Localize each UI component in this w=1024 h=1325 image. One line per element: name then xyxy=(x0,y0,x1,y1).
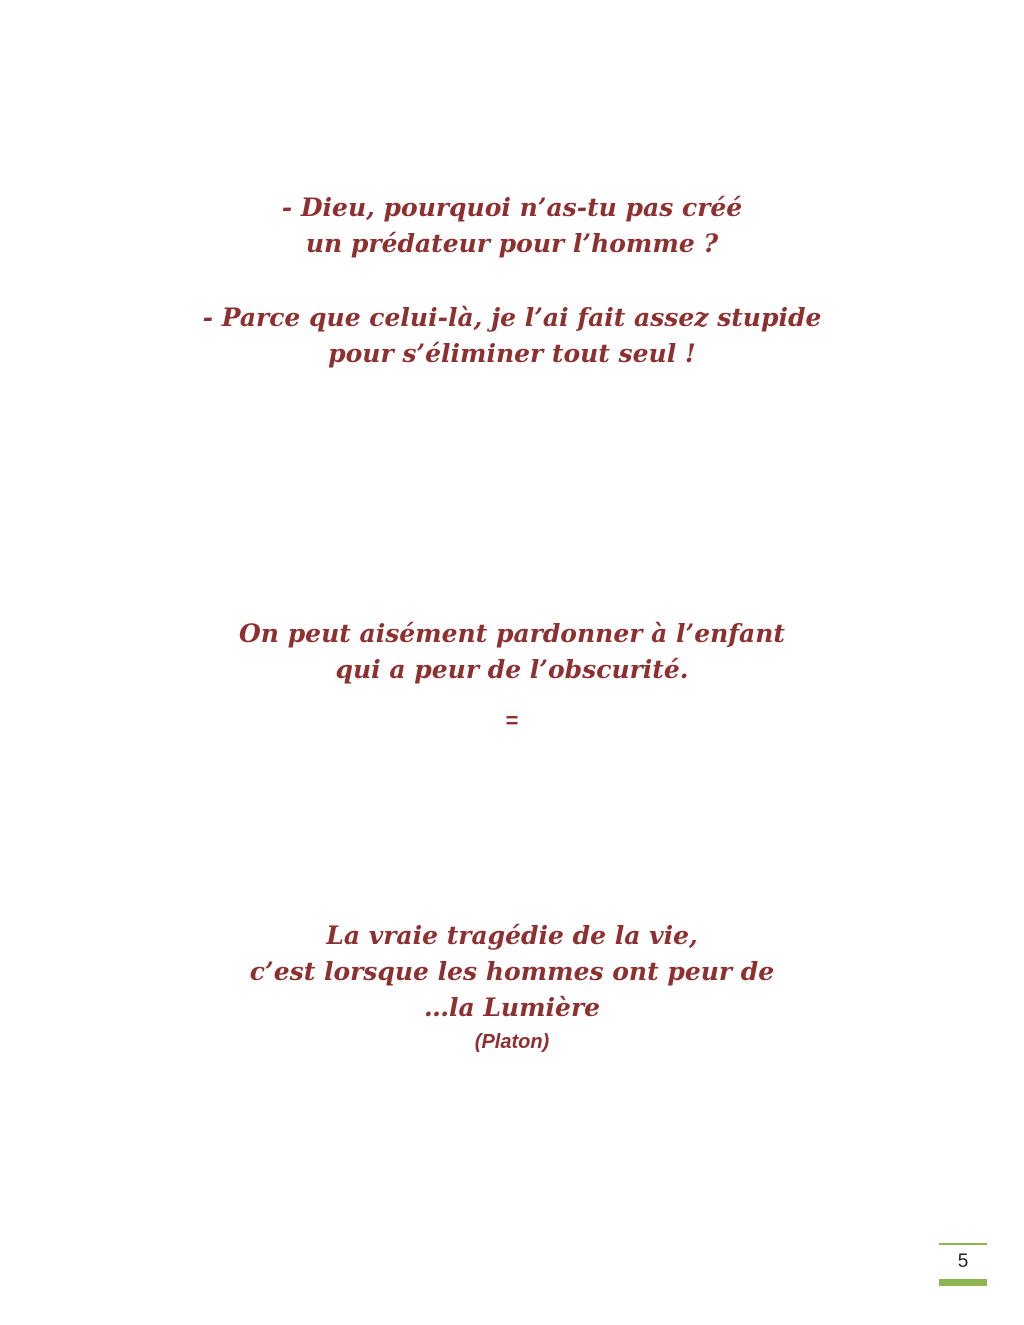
quote-line: qui a peur de l’obscurité. xyxy=(335,655,689,684)
dialogue-quote xyxy=(0,190,1024,372)
equals-separator: = xyxy=(505,708,519,733)
quote-line: - Parce que celui-là, je l’ai fait assez stupide xyxy=(202,303,822,332)
platon-quote xyxy=(0,918,1024,1026)
child-darkness-quote xyxy=(0,616,1024,688)
page-number-bottom-rule xyxy=(939,1279,987,1286)
quote-line: La vraie tragédie de la vie, xyxy=(326,921,698,950)
page-number-footer xyxy=(939,1243,987,1286)
quote-line: un prédateur pour l’homme ? xyxy=(305,229,719,258)
page-number-top-rule xyxy=(939,1243,987,1245)
line-gap xyxy=(0,262,1024,300)
quote-line: c’est lorsque les hommes ont peur de xyxy=(249,957,775,986)
quote-line: On peut aisément pardonner à l’enfant xyxy=(239,619,785,648)
quote-line: pour s’éliminer tout seul ! xyxy=(328,339,696,368)
page-number: 5 xyxy=(957,1251,969,1272)
quote-author: (Platon) xyxy=(474,1031,550,1053)
quote-line: …la Lumière xyxy=(423,993,601,1022)
quote-line: - Dieu, pourquoi n’as-tu pas créé xyxy=(281,193,743,222)
